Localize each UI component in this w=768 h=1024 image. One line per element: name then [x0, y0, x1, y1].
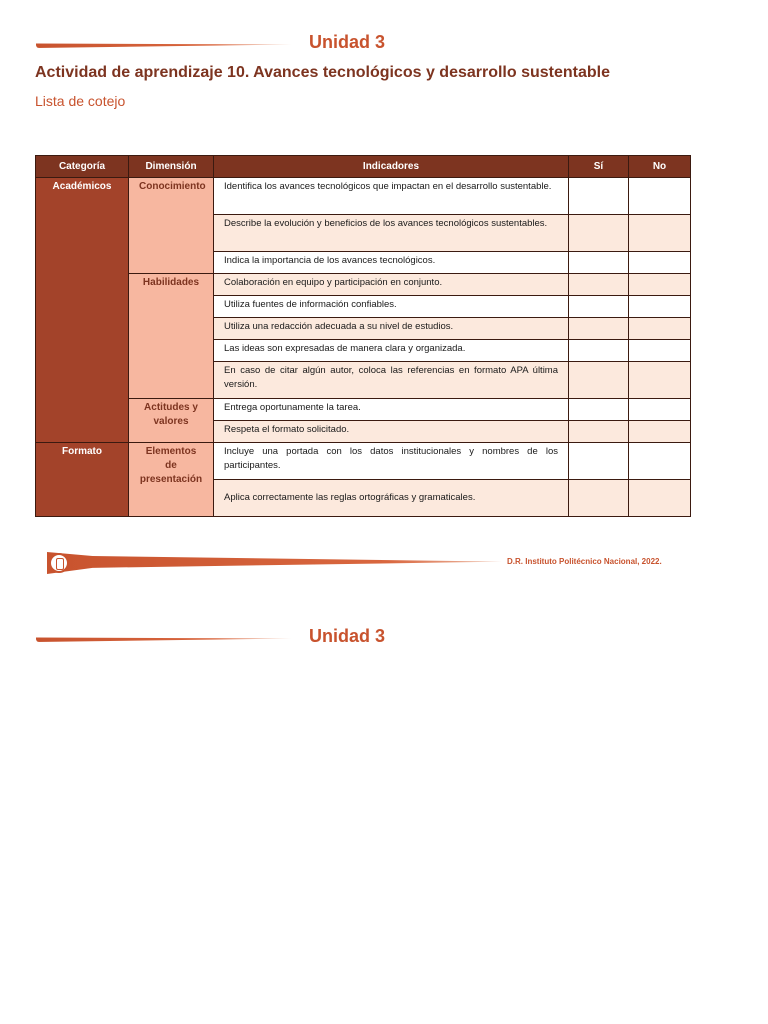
header-category: Categoría: [36, 156, 129, 178]
header-indicators: Indicadores: [214, 156, 569, 178]
indicator-cell: Incluye una portada con los datos institucionales y nombres de los participantes.: [214, 443, 569, 480]
indicator-cell: Indica la importancia de los avances tecnológicos.: [214, 252, 569, 274]
indicator-cell: Las ideas son expresadas de manera clara y organizada.: [214, 340, 569, 362]
indicator-cell: Utiliza fuentes de información confiables.: [214, 296, 569, 318]
no-checkbox-cell[interactable]: [629, 340, 691, 362]
dimension-conocimiento: Conocimiento: [129, 178, 214, 274]
category-academicos: Académicos: [36, 178, 129, 443]
indicator-cell: En caso de citar algún autor, coloca las referencias en formato APA última versión.: [214, 362, 569, 399]
indicator-cell: Respeta el formato solicitado.: [214, 421, 569, 443]
dimension-elementos-presentacion: Elementos de presentación: [129, 443, 214, 517]
ipn-seal-icon: [49, 553, 69, 573]
no-checkbox-cell[interactable]: [629, 362, 691, 399]
no-checkbox-cell[interactable]: [629, 296, 691, 318]
yes-checkbox-cell[interactable]: [569, 178, 629, 215]
no-checkbox-cell[interactable]: [629, 252, 691, 274]
header-dimension: Dimensión: [129, 156, 214, 178]
yes-checkbox-cell[interactable]: [569, 399, 629, 421]
table-header-row: [36, 156, 691, 178]
no-checkbox-cell[interactable]: [629, 215, 691, 252]
table-row: [36, 274, 691, 296]
no-checkbox-cell[interactable]: [629, 178, 691, 215]
no-checkbox-cell[interactable]: [629, 318, 691, 340]
no-checkbox-cell[interactable]: [629, 399, 691, 421]
header-yes: Sí: [569, 156, 629, 178]
no-checkbox-cell[interactable]: [629, 421, 691, 443]
yes-checkbox-cell[interactable]: [569, 318, 629, 340]
indicator-cell: Colaboración en equipo y participación en conjunto.: [214, 274, 569, 296]
no-checkbox-cell[interactable]: [629, 443, 691, 480]
indicator-cell: Utiliza una redacción adecuada a su nivel de estudios.: [214, 318, 569, 340]
yes-checkbox-cell[interactable]: [569, 215, 629, 252]
table-row: [36, 399, 691, 421]
footer-decorative-bar: [47, 552, 502, 574]
table-row: [36, 178, 691, 215]
page-2: [0, 600, 768, 1024]
indicator-cell: Entrega oportunamente la tarea.: [214, 399, 569, 421]
yes-checkbox-cell[interactable]: [569, 296, 629, 318]
no-checkbox-cell[interactable]: [629, 274, 691, 296]
header-decorative-bar: [36, 41, 292, 48]
unit-title: Unidad 3: [309, 626, 386, 646]
yes-checkbox-cell[interactable]: [569, 274, 629, 296]
yes-checkbox-cell[interactable]: [569, 252, 629, 274]
category-formato: Formato: [36, 443, 129, 517]
document-title: Actividad de aprendizaje 10. Avances tecnológicos y desarrollo sustentable: [35, 64, 611, 81]
header-decorative-bar: [36, 635, 292, 642]
yes-checkbox-cell[interactable]: [569, 362, 629, 399]
checklist-table: [35, 155, 691, 517]
footer-copyright: D.R. Instituto Politécnico Nacional, 2022.: [507, 557, 662, 566]
unit-title: Unidad 3: [309, 32, 386, 52]
table-row: [36, 443, 691, 480]
yes-checkbox-cell[interactable]: [569, 421, 629, 443]
indicator-cell: Aplica correctamente las reglas ortográficas y gramaticales.: [214, 480, 569, 517]
indicator-cell: Identifica los avances tecnológicos que impactan en el desarrollo sustentable.: [214, 178, 569, 215]
yes-checkbox-cell[interactable]: [569, 480, 629, 517]
indicator-cell: Describe la evolución y beneficios de los avances tecnológicos sustentables.: [214, 215, 569, 252]
no-checkbox-cell[interactable]: [629, 480, 691, 517]
dimension-actitudes-valores: Actitudes y valores: [129, 399, 214, 443]
yes-checkbox-cell[interactable]: [569, 340, 629, 362]
header-no: No: [629, 156, 691, 178]
dimension-habilidades: Habilidades: [129, 274, 214, 399]
document-subtitle: Lista de cotejo: [35, 93, 126, 109]
yes-checkbox-cell[interactable]: [569, 443, 629, 480]
